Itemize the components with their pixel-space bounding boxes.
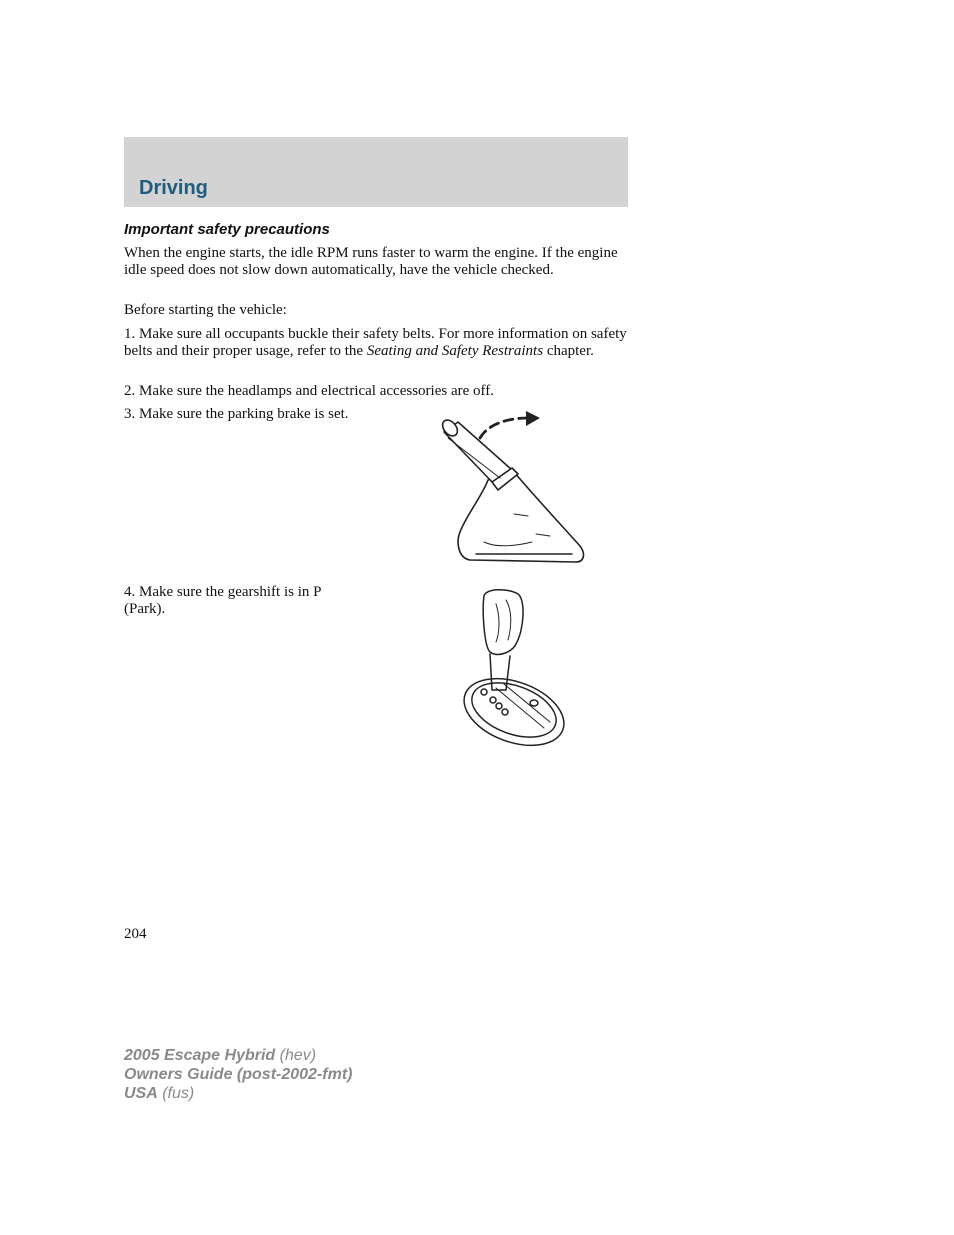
footer-market-code: (fus) (157, 1085, 195, 1102)
section-heading: Important safety precautions (124, 221, 330, 238)
paragraph-gearshift: 4. Make sure the gearshift is in P (Park). (124, 584, 321, 617)
footer-line-3 (124, 1084, 352, 1103)
chapter-reference: Seating and Safety Restraints (366, 342, 544, 359)
page-number: 204 (124, 926, 147, 942)
footer-model-code: (hev) (275, 1047, 317, 1064)
document-footer (124, 1046, 352, 1103)
gearshift-illustration (460, 586, 570, 748)
footer-line-2 (124, 1065, 352, 1084)
paragraph-idle-rpm: When the engine starts, the idle RPM runs faster to warm the engine. If the engine idle speed does not slow down automatically, have the vehicle checked. (124, 245, 618, 278)
footer-line-1 (124, 1046, 352, 1065)
paragraph-before-starting: Before starting the vehicle: (124, 302, 287, 318)
footer-guide: Owners Guide (post-2002-fmt) (124, 1066, 353, 1083)
paragraph-parking-brake: 3. Make sure the parking brake is set. (124, 406, 349, 422)
chapter-header-band (124, 137, 628, 207)
footer-model: 2005 Escape Hybrid (124, 1047, 276, 1064)
safety-belts-text-end: chapter. (543, 342, 594, 359)
footer-market: USA (124, 1085, 158, 1102)
safety-belts-text: 1. Make sure all occupants buckle their safety belts. For more information on safety belts and their proper usage, refer to the (124, 326, 627, 359)
paragraph-headlamps: 2. Make sure the headlamps and electrical accessories are off. (124, 383, 494, 399)
chapter-title: Driving (139, 177, 208, 199)
paragraph-safety-belts (124, 326, 628, 359)
parking-brake-illustration (436, 408, 588, 566)
